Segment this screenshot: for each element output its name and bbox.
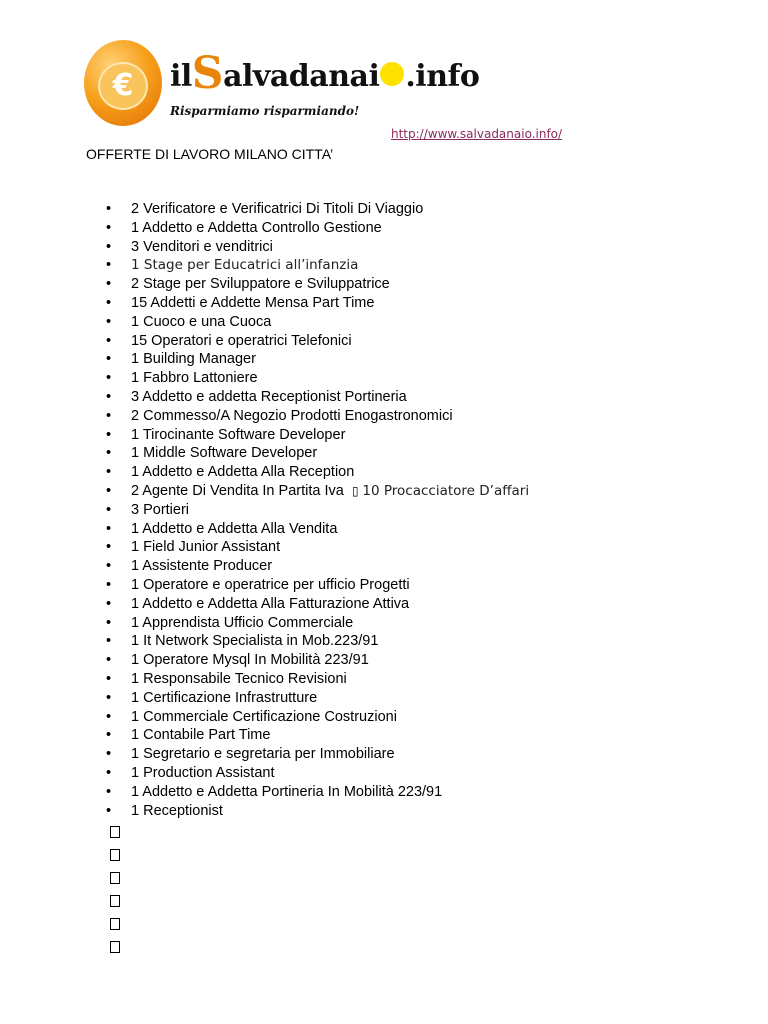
- bullet-icon: •: [106, 482, 112, 499]
- job-title: 15 Addetti e Addette Mensa Part Time: [131, 294, 375, 311]
- bullet-icon: •: [106, 294, 112, 311]
- job-title: 1 Operatore e operatrice per ufficio Progetti: [131, 576, 410, 593]
- brand-o-dot-icon: [380, 62, 404, 86]
- bullet-icon: •: [106, 276, 112, 293]
- extra-job-title: 10 Procacciatore D’affari: [362, 482, 530, 499]
- bullet-icon: •: [106, 576, 112, 593]
- bullet-icon: •: [106, 370, 112, 387]
- bullet-icon: •: [106, 764, 112, 781]
- empty-box-icon: [110, 941, 120, 953]
- bullet-icon: •: [106, 238, 112, 255]
- job-title: 1 Production Assistant: [131, 764, 275, 781]
- bullet-icon: •: [106, 445, 112, 462]
- job-title: 1 Middle Software Developer: [131, 445, 318, 462]
- job-title: 1 Building Manager: [131, 351, 256, 368]
- job-title: 1 Tirocinante Software Developer: [131, 426, 346, 443]
- bullet-icon: •: [106, 614, 112, 631]
- job-title: 1 Addetto e Addetta Alla Fatturazione Attiva: [131, 595, 410, 612]
- empty-box-icon: [110, 849, 120, 861]
- brand-middle: alvadanai: [223, 59, 380, 94]
- bullet-icon: •: [106, 558, 112, 575]
- job-title: 1 Addetto e Addetta Controllo Gestione: [131, 219, 382, 236]
- job-title: 1 Operatore Mysql In Mobilità 223/91: [131, 652, 369, 669]
- bullet-icon: •: [106, 407, 112, 424]
- brand-s: S: [191, 48, 224, 99]
- job-title: 1 Segretario e segretaria per Immobiliare: [131, 746, 395, 763]
- bullet-icon: •: [106, 464, 112, 481]
- job-title: 2 Commesso/A Negozio Prodotti Enogastronomici: [131, 407, 453, 424]
- job-title: 2 Stage per Sviluppatore e Sviluppatrice: [131, 276, 390, 293]
- bullet-icon: •: [106, 539, 112, 556]
- bullet-icon: •: [106, 332, 112, 349]
- bullet-icon: •: [106, 313, 112, 330]
- job-title: 1 Field Junior Assistant: [131, 539, 281, 556]
- brand-suffix: .info: [405, 59, 480, 94]
- job-title: 1 Certificazione Infrastrutture: [131, 689, 318, 706]
- bullet-icon: •: [106, 708, 112, 725]
- bullet-icon: •: [106, 746, 112, 763]
- bullet-icon: •: [106, 219, 112, 236]
- empty-box-list: [110, 826, 120, 964]
- empty-box-icon: [110, 826, 120, 838]
- job-title: 1 Contabile Part Time: [131, 727, 271, 744]
- bullet-icon: •: [106, 520, 112, 537]
- job-title: 1 Addetto e Addetta Alla Vendita: [131, 520, 338, 537]
- site-url-link[interactable]: http://www.salvadanaio.info/: [391, 127, 563, 141]
- box-icon: ▯: [352, 483, 363, 498]
- site-logo: [84, 40, 480, 130]
- euro-icon: €: [98, 62, 148, 110]
- job-title: 1 Assistente Producer: [131, 558, 273, 575]
- bullet-icon: •: [106, 802, 112, 819]
- bullet-icon: •: [106, 670, 112, 687]
- bullet-icon: •: [106, 652, 112, 669]
- piggy-bank-coin-icon: [84, 40, 162, 126]
- bullet-icon: •: [106, 501, 112, 518]
- job-title: 1 Responsabile Tecnico Revisioni: [131, 670, 347, 687]
- extra-job-wrap: [352, 482, 529, 501]
- empty-box-icon: [110, 918, 120, 930]
- empty-box-icon: [110, 895, 120, 907]
- job-title: 1 Addetto e Addetta Alla Reception: [131, 464, 355, 481]
- tagline: Risparmiamo risparmiando!: [170, 104, 360, 118]
- job-title: 3 Portieri: [131, 501, 190, 518]
- job-title: 2 Verificatore e Verificatrici Di Titoli Di Viaggio: [131, 201, 424, 217]
- bullet-icon: •: [106, 633, 112, 650]
- bullet-icon: •: [106, 595, 112, 612]
- bullet-icon: •: [106, 257, 112, 274]
- job-title: 1 Fabbro Lattoniere: [131, 370, 258, 387]
- empty-box-icon: [110, 872, 120, 884]
- bullet-icon: •: [106, 727, 112, 744]
- bullet-icon: •: [106, 783, 112, 800]
- bullet-icon: •: [106, 388, 112, 405]
- job-title: 1 Commerciale Certificazione Costruzioni: [131, 708, 397, 725]
- job-title: 1 Stage per Educatrici all’infanzia: [131, 257, 359, 274]
- page-heading: OFFERTE DI LAVORO MILANO CITTA’: [86, 146, 334, 162]
- job-title: 3 Venditori e venditrici: [131, 238, 273, 255]
- job-title: 15 Operatori e operatrici Telefonici: [131, 332, 352, 349]
- bullet-icon: •: [106, 351, 112, 368]
- job-title: 1 Apprendista Ufficio Commerciale: [131, 614, 354, 631]
- job-title: 1 It Network Specialista in Mob.223/91: [131, 633, 379, 650]
- job-title: 3 Addetto e addetta Receptionist Portineria: [131, 388, 407, 405]
- job-title: 1 Receptionist: [131, 802, 223, 819]
- bullet-icon: •: [106, 689, 112, 706]
- job-title: 1 Cuoco e una Cuoca: [131, 313, 272, 330]
- brand-prefix: il: [170, 59, 192, 94]
- bullet-icon: •: [106, 201, 112, 217]
- brand-name: [170, 48, 479, 99]
- job-title: 1 Addetto e Addetta Portineria In Mobilità 223/91: [131, 783, 443, 800]
- bullet-icon: •: [106, 426, 112, 443]
- job-title: 2 Agente Di Vendita In Partita Iva: [131, 482, 344, 499]
